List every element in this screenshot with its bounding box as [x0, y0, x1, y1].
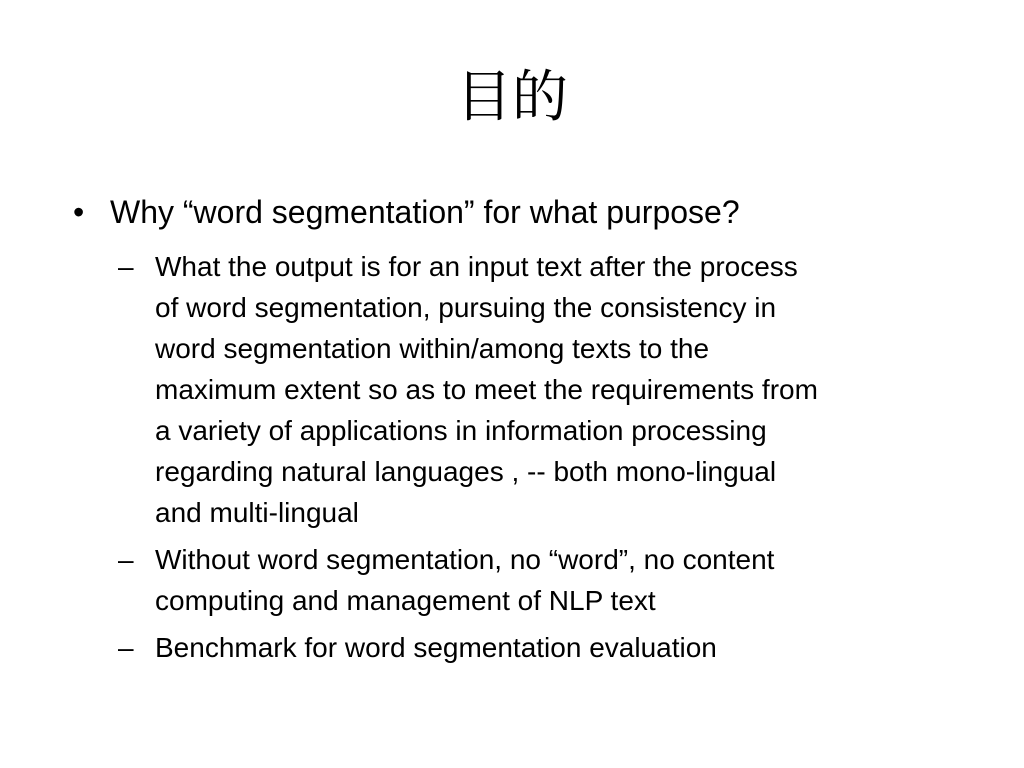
sub-bullet-line: a variety of applications in information processing [155, 415, 767, 446]
sub-bullet-line: maximum extent so as to meet the requirements from [155, 374, 818, 405]
sub-bullet-list [118, 246, 978, 674]
dash-marker: – [118, 251, 134, 282]
sub-bullet-item [118, 539, 978, 621]
sub-bullet-item [118, 627, 978, 668]
dash-marker: – [118, 544, 134, 575]
slide-title: 目的 [456, 65, 568, 130]
sub-bullet-line: computing and management of NLP text [155, 585, 656, 616]
sub-bullet-line: Benchmark for word segmentation evaluation [155, 632, 717, 663]
sub-bullet-line: and multi-lingual [155, 497, 359, 528]
sub-bullet-line: Without word segmentation, no “word”, no content [155, 544, 775, 575]
bullet-marker: • [73, 194, 85, 230]
sub-bullet-line: regarding natural languages , -- both mono-lingual [155, 456, 777, 487]
dash-marker: – [118, 632, 134, 663]
bullet-text: Why “word segmentation” for what purpose? [110, 194, 740, 230]
sub-bullet-item [118, 246, 978, 533]
sub-bullet-line: word segmentation within/among texts to the [155, 333, 710, 364]
sub-bullet-line: of word segmentation, pursuing the consistency in [155, 292, 777, 323]
sub-bullet-line: What the output is for an input text after the process [155, 251, 798, 282]
